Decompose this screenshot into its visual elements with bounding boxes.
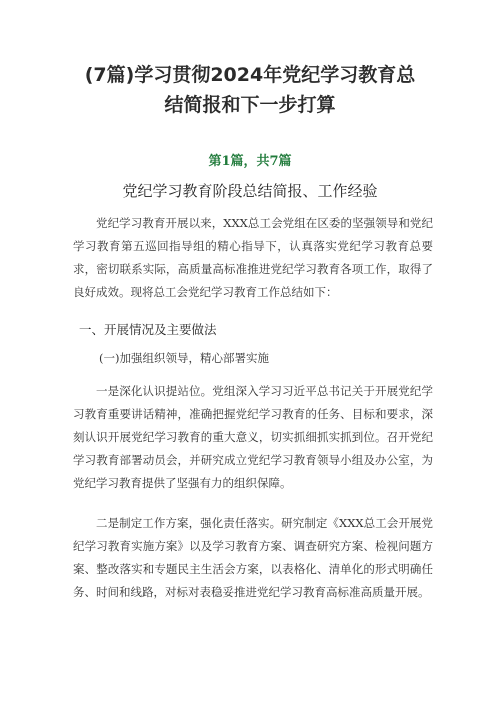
section-heading: 一、开展情况及主要做法 — [79, 322, 217, 337]
subsection-heading: (一)加强组织领导，精心部署实施 — [99, 351, 269, 365]
intro-paragraph: 党纪学习教育开展以来，XXX总工会党组在区委的坚强领导和党纪学习教育第五巡回指导组的精心指导下，认真落实党纪学习教育总要求，密切联系实际，高质量高标准推进党纪学习教育各项工作，取得了良好成效。现将总工会党纪学习教育工作总结如下： — [73, 216, 433, 299]
title-line-1: (7篇)学习贯彻2024年党纪学习教育总 — [84, 64, 416, 86]
section-subtitle: 党纪学习教育阶段总结简报、工作经验 — [122, 182, 378, 200]
chapter-indicator: 第1篇，共7篇 — [208, 154, 292, 169]
body-paragraph-1: 一是深化认识提站位。党组深入学习习近平总书记关于开展党纪学习教育重要讲话精神，准确把握党纪学习教育的任务、目标和要求，深刻认识开展党纪学习教育的重大意义，切实抓细抓实抓到位。召开党纪学习教育部署动员会，并研究成立党纪学习教育领导小组及办公室，为党纪学习教育提供了坚强有力的组织保障。 — [73, 384, 433, 490]
document-title — [40, 60, 460, 120]
title-line-2: 结简报和下一步打算 — [164, 94, 336, 116]
body-paragraph-2: 二是制定工作方案，强化责任落实。研究制定《XXX总工会开展党纪学习教育实施方案》以及学习教育方案、调查研究方案、检视问题方案、整改落实和专题民主生活会方案，以表格化、清单化的形式明确任务、时间和线路，对标对表稳妥推进党纪学习教育高标准高质量开展。 — [73, 516, 433, 599]
